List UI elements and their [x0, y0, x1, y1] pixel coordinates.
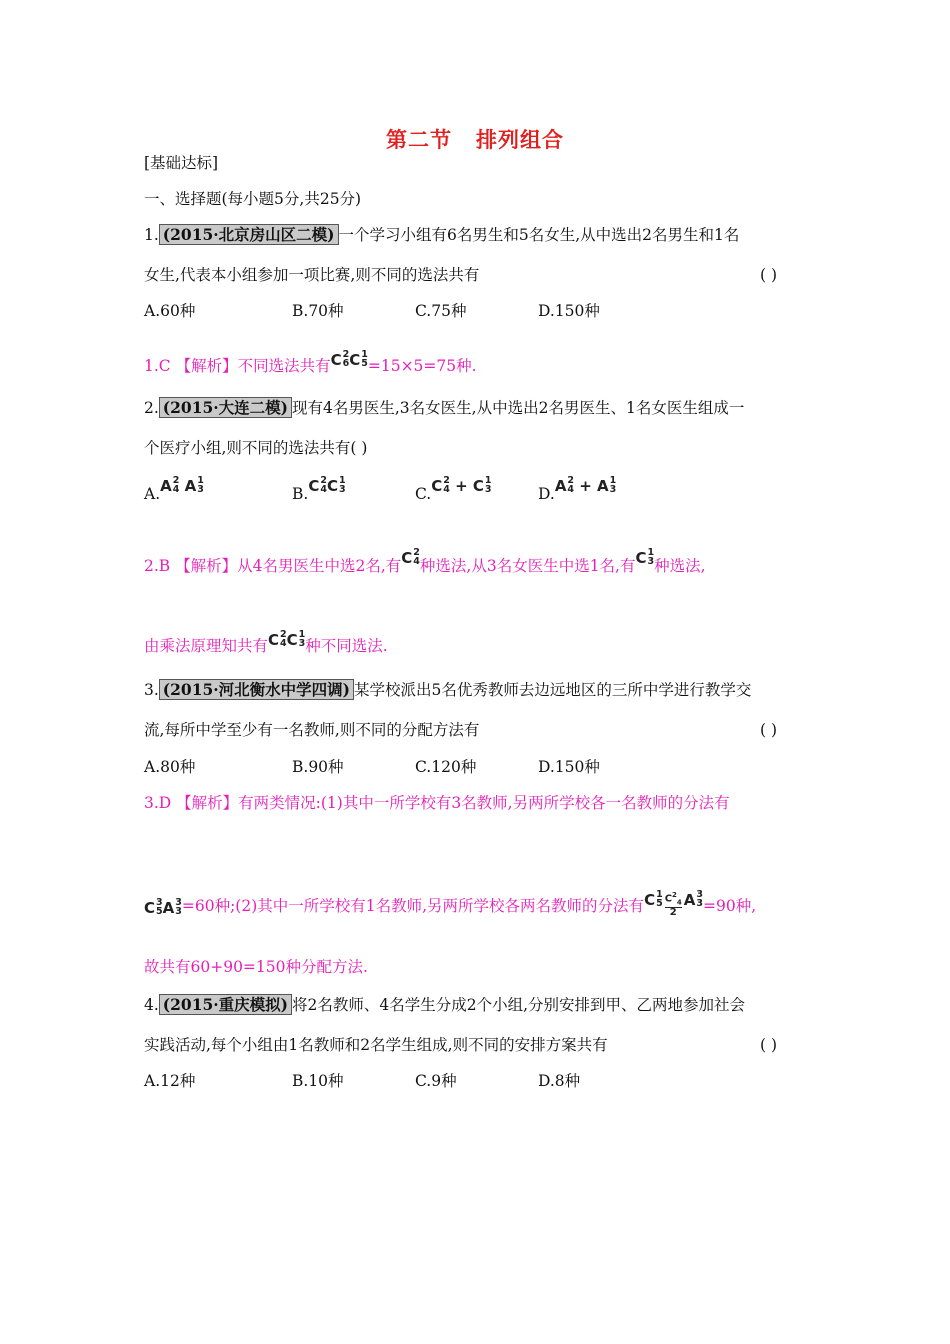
question-3-answer-line-3: 故共有60+90=150种分配方法.	[144, 958, 368, 976]
question-2-option-d: D. A 2 4 + A 1 3	[538, 475, 617, 503]
answer-blank: ( )	[760, 266, 778, 284]
section-number: 第二节	[386, 128, 452, 152]
question-2-line-2: 个医疗小组,则不同的选法共有( )	[144, 439, 368, 457]
formula-c62-c51: C 2 6 C 1 5	[330, 349, 368, 369]
formula-c31: C 1 3	[635, 547, 655, 567]
question-2-option-c: C. C 2 4 + C 1 3	[415, 475, 492, 503]
question-1-option-b: B.70种	[292, 302, 344, 320]
formula-c51-c42-over-2-a33: C 1 5 $\frac{C^2_4}{2}$ A 3 3	[644, 889, 704, 919]
question-1-option-a: A.60种	[144, 302, 196, 320]
question-3-answer-line-1: 3.D 【解析】有两类情况:(1)其中一所学校有3名教师,另两所学校各一名教师的分法有	[144, 794, 730, 812]
page-title	[0, 124, 950, 154]
level-label: [基础达标]	[144, 154, 219, 172]
question-1-line-1: 1. (2015·北京房山区二模) 一个学习小组有6名男生和5名女生,从中选出2名男生和1名	[144, 225, 740, 244]
formula-c53-a33: C 3 5 A 3 3	[144, 897, 182, 917]
section-title: 排列组合	[476, 128, 564, 152]
question-2-line-1: 2. (2015·大连二模) 现有4名男医生,3名女医生,从中选出2名男医生、1名女医生组成一	[144, 398, 745, 417]
formula-c42-c31-product: C 2 4 C 1 3	[268, 629, 306, 649]
question-4-option-b: B.10种	[292, 1072, 344, 1090]
formula-c42-c31: C 2 4 C 1 3	[308, 475, 346, 495]
question-2-source: (2015·大连二模)	[159, 397, 292, 418]
question-2-answer-line-1: 2.B 【解析】从4名男医生中选2名,有 C 2 4 种选法,从3名女医生中选1名,有 C 1 3 种选法,	[144, 547, 706, 575]
question-2-answer-line-2: 由乘法原理知共有 C 2 4 C 1 3 种不同选法.	[144, 629, 388, 655]
answer-blank: ( )	[760, 1036, 778, 1054]
question-3-answer-line-2: C 3 5 A 3 3 =60种;(2)其中一所学校有1名教师,另两所学校各两名教师的分法有 C 1 5 $\frac{C^2_4}{2}$ A 3 3 =90种,	[144, 889, 757, 919]
question-4-source: (2015·重庆模拟)	[159, 994, 292, 1015]
question-4-option-a: A.12种	[144, 1072, 196, 1090]
formula-c42: C 2 4	[401, 547, 420, 567]
question-4-option-c: C.9种	[415, 1072, 457, 1090]
question-3-option-b: B.90种	[292, 758, 344, 776]
question-3-source: (2015·河北衡水中学四调)	[159, 679, 354, 700]
question-1-option-c: C.75种	[415, 302, 467, 320]
question-3-option-a: A.80种	[144, 758, 196, 776]
question-3-option-c: C.120种	[415, 758, 477, 776]
question-1-option-d: D.150种	[538, 302, 600, 320]
question-3-line-2: 流,每所中学至少有一名教师,则不同的分配方法有	[144, 721, 480, 739]
question-3-line-1: 3. (2015·河北衡水中学四调) 某学校派出5名优秀教师去边远地区的三所中学进行教学交	[144, 680, 752, 699]
formula-a42-a31: A 2 4 A 1 3	[160, 475, 204, 495]
question-3-option-d: D.150种	[538, 758, 600, 776]
question-1-line-2: 女生,代表本小组参加一项比赛,则不同的选法共有	[144, 266, 480, 284]
question-1-answer: 1.C 【解析】不同选法共有 C 2 6 C 1 5 =15×5=75种.	[144, 349, 477, 375]
question-4-line-1: 4. (2015·重庆模拟) 将2名教师、4名学生分成2个小组,分别安排到甲、乙两地参加社会	[144, 995, 746, 1014]
section-heading: 一、选择题(每小题5分,共25分)	[144, 190, 362, 208]
question-2-option-b: B. C 2 4 C 1 3	[292, 475, 346, 503]
question-4-option-d: D.8种	[538, 1072, 581, 1090]
formula-a42-plus-a31: A 2 4 + A 1 3	[554, 475, 617, 495]
question-4-line-2: 实践活动,每个小组由1名教师和2名学生组成,则不同的安排方案共有	[144, 1036, 608, 1054]
answer-blank: ( )	[760, 721, 778, 739]
question-1-source: (2015·北京房山区二模)	[159, 224, 339, 245]
formula-c42-plus-c31: C 2 4 + C 1 3	[431, 475, 492, 495]
question-2-option-a: A. A 2 4 A 1 3	[144, 475, 204, 503]
